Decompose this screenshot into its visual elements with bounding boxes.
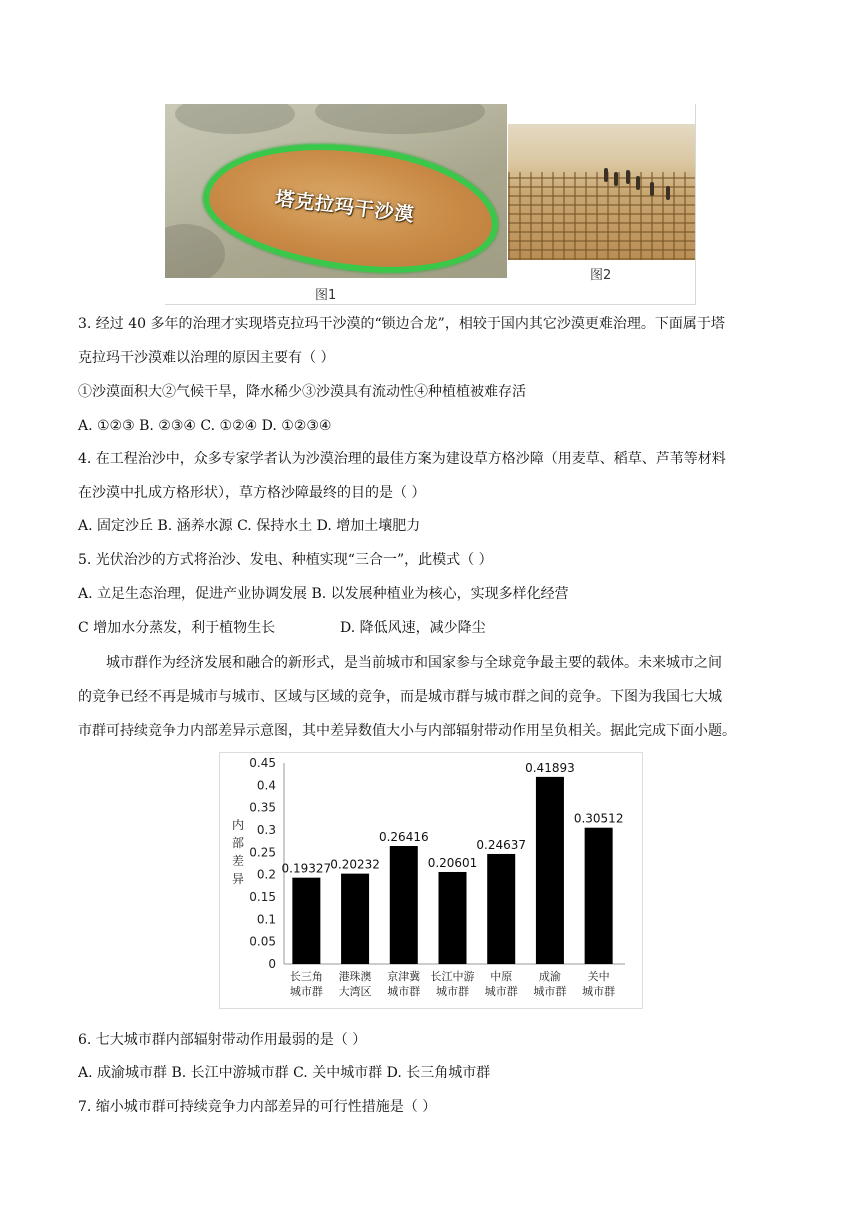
bar (390, 846, 418, 964)
x-tick-label: 城市群 (289, 985, 323, 998)
q4-stem-line1: 4. 在工程治沙中，众多专家学者认为沙漠治理的最佳方案为建设草方格沙障（用麦草、稻草、芦苇等材料 (78, 451, 726, 467)
y-tick-label: 0.15 (249, 890, 276, 904)
x-tick-label: 城市群 (533, 985, 567, 998)
y-tick-label: 0.45 (249, 756, 276, 770)
y-tick-label: 0.35 (249, 800, 276, 815)
x-tick-label: 城市群 (436, 985, 469, 998)
y-tick-label: 0.1 (256, 912, 276, 927)
bar (585, 828, 613, 964)
bar (487, 854, 515, 964)
y-tick-label: 0.25 (249, 845, 276, 860)
x-tick-label: 关中 (587, 970, 610, 983)
q3-options: A. ①②③ B. ②③④ C. ①②④ D. ①②③④ (78, 418, 332, 434)
q5-option-c: C 增加水分蒸发，利于植物生长 (78, 620, 276, 636)
q6-stem: 6. 七大城市群内部辐射带动作用最弱的是（ ） (78, 1032, 367, 1048)
y-axis-label-char: 异 (231, 872, 245, 886)
top-figures (165, 104, 696, 305)
grass-checkerboard-photo (508, 124, 695, 260)
y-tick-label: 0.3 (256, 823, 276, 837)
bar-value-label: 0.26416 (378, 830, 429, 845)
y-tick-label: 0.05 (249, 934, 276, 949)
y-tick-label: 0 (268, 957, 276, 971)
q4-options: A. 固定沙丘 B. 涵养水源 C. 保持水土 D. 增加土壤肥力 (78, 518, 421, 534)
x-tick-label: 长三角 (289, 970, 323, 983)
q3-stem-line2: 克拉玛干沙漠难以治理的原因主要有（ ） (78, 350, 335, 366)
x-tick-label: 中原 (490, 970, 513, 983)
desert-map-image (165, 104, 507, 278)
desert-map-label: 塔克拉玛干沙漠 (273, 187, 416, 227)
y-axis-label-char: 部 (231, 836, 245, 850)
bar (292, 878, 320, 964)
x-tick-label: 成渝 (538, 970, 561, 983)
x-tick-label: 城市群 (484, 985, 518, 998)
q7-stem: 7. 缩小城市群可持续竞争力内部差异的可行性措施是（ ） (78, 1099, 437, 1115)
x-tick-label: 港珠澳 (338, 970, 372, 983)
bar-value-label: 0.41893 (525, 760, 575, 775)
x-tick-label: 城市群 (582, 985, 616, 998)
q5-stem: 5. 光伏治沙的方式将治沙、发电、种植实现“三合一”，此模式（ ） (78, 552, 493, 568)
bar-value-label: 0.20601 (427, 855, 478, 870)
y-tick-label: 0.4 (256, 778, 276, 793)
q3-stem-line1: 3. 经过 40 多年的治理才实现塔克拉玛干沙漠的“锁边合龙”，相较于国内其它沙漠更难治理。下面属于塔 (78, 316, 725, 332)
y-tick-label: 0.2 (256, 867, 276, 882)
y-axis-label-char: 内 (231, 818, 245, 832)
bar (341, 874, 369, 964)
bar-value-label: 0.24637 (476, 837, 527, 852)
bar-chart-svg (220, 753, 642, 1008)
figure-1-caption: 图1 (315, 288, 337, 303)
bar (536, 777, 564, 964)
bar (439, 872, 467, 964)
figure-2-caption: 图2 (590, 268, 612, 283)
q5-option-d: D. 降低风速，减少降尘 (340, 620, 486, 636)
q6-options: A. 成渝城市群 B. 长江中游城市群 C. 关中城市群 D. 长三角城市群 (78, 1065, 491, 1081)
q4-stem-line2: 在沙漠中扎成方格形状），草方格沙障最终的目的是（ ） (78, 485, 426, 501)
passage-line3: 市群可持续竞争力内部差异示意图，其中差异数值大小与内部辐射带动作用呈负相关。据此完成下面小题。 (78, 723, 736, 739)
passage-line1: 城市群作为经济发展和融合的新形式，是当前城市和国家参与全球竞争最主要的载体。未来城市之间 (106, 655, 722, 671)
q3-statements: ①沙漠面积大②气候干旱，降水稀少③沙漠具有流动性④种植植被难存活 (78, 384, 526, 400)
bar-value-label: 0.30512 (573, 811, 624, 826)
city-cluster-chart (219, 752, 643, 1009)
q5-options-ab: A. 立足生态治理，促进产业协调发展 B. 以发展种植业为核心，实现多样化经营 (78, 586, 569, 602)
x-tick-label: 长江中游 (430, 970, 475, 983)
x-tick-label: 京津冀 (387, 970, 421, 983)
y-axis-label-char: 差 (231, 854, 245, 868)
bar-value-label: 0.19327 (281, 861, 332, 876)
x-tick-label: 城市群 (387, 985, 421, 998)
bar-value-label: 0.20232 (330, 857, 380, 872)
x-tick-label: 大湾区 (338, 985, 372, 998)
passage-line2: 的竞争已经不再是城市与城市、区域与区域的竞争，而是城市群与城市群之间的竞争。下图为我国七大城 (78, 689, 722, 705)
